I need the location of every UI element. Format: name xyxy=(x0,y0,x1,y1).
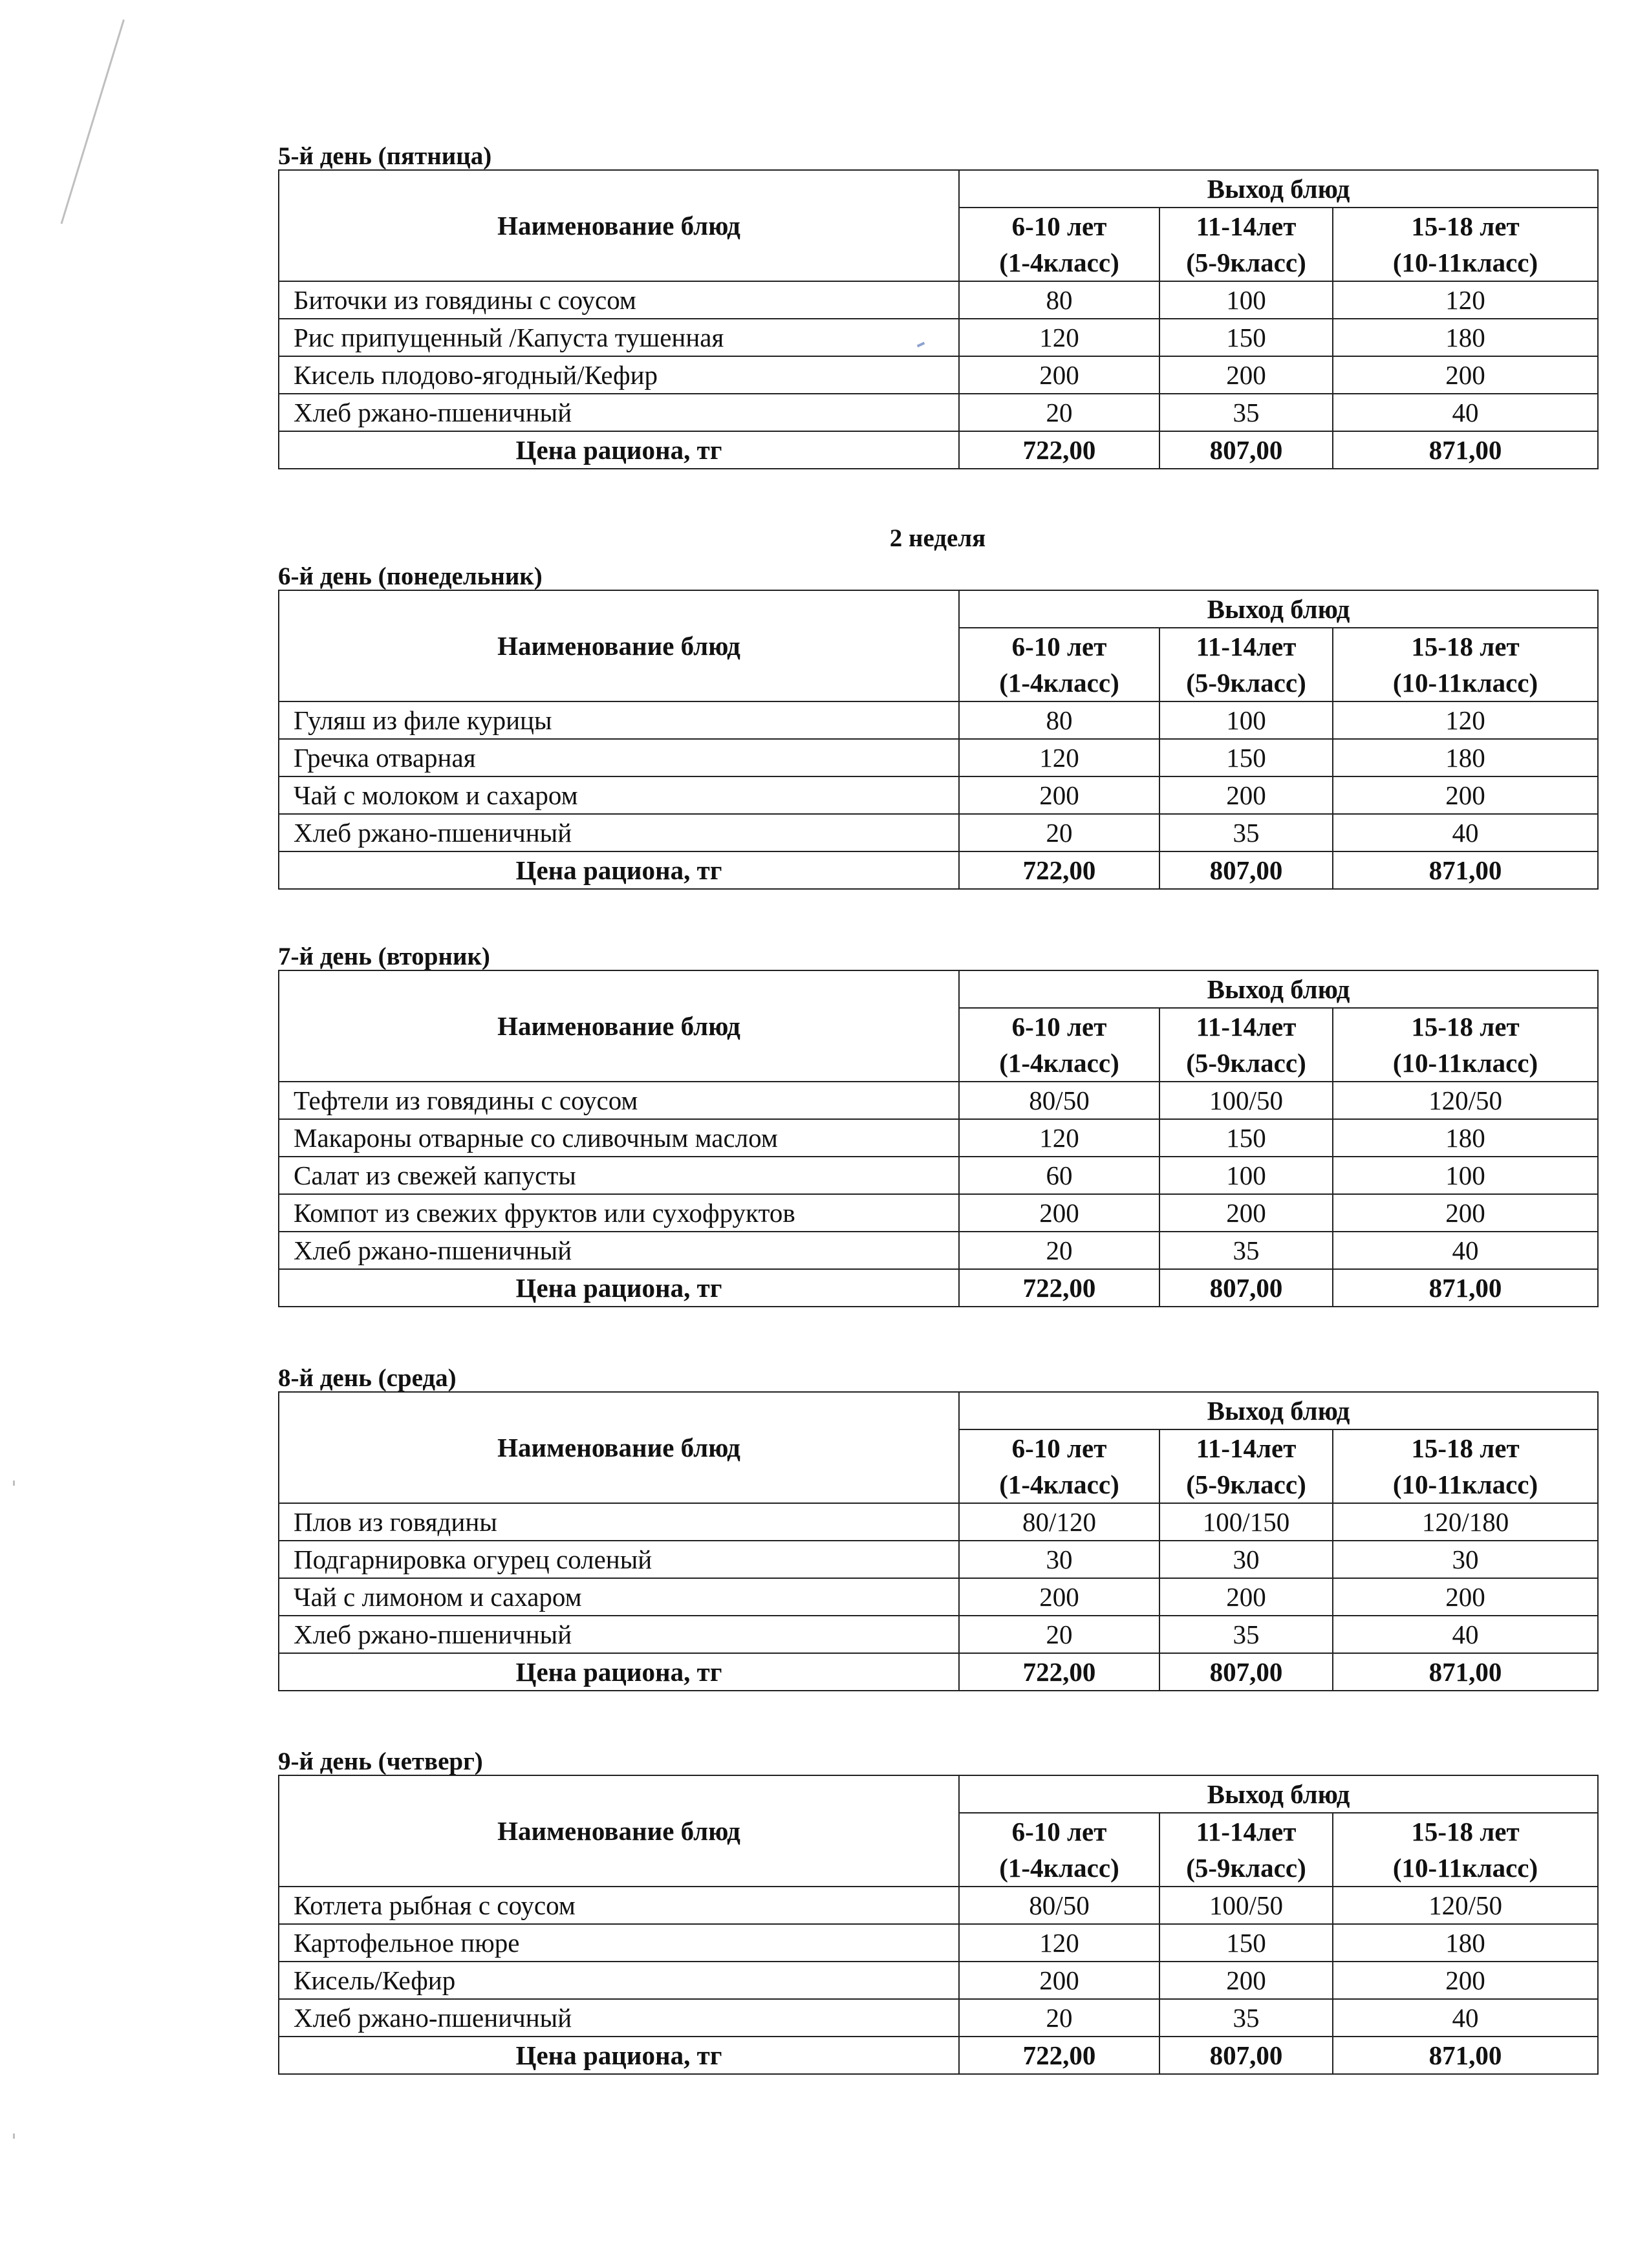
portion-value: 80 xyxy=(959,281,1159,319)
price-row xyxy=(279,1269,1598,1307)
output-header: Выход блюд xyxy=(959,590,1598,628)
table-row xyxy=(279,1541,1598,1578)
age-group-header: 15-18 лет (10-11класс) xyxy=(1333,208,1598,281)
table-row xyxy=(279,701,1598,739)
dish-name: Кисель/Кефир xyxy=(279,1962,959,1999)
table-row xyxy=(279,776,1598,814)
price-value: 871,00 xyxy=(1333,851,1598,889)
portion-value: 40 xyxy=(1333,394,1598,431)
table-row xyxy=(279,739,1598,776)
table-row xyxy=(279,1082,1598,1119)
dish-name: Хлеб ржано-пшеничный xyxy=(279,814,959,851)
portion-value: 200 xyxy=(1159,1962,1333,1999)
dish-name: Тефтели из говядины с соусом xyxy=(279,1082,959,1119)
portion-value: 40 xyxy=(1333,814,1598,851)
portion-value: 120/50 xyxy=(1333,1082,1598,1119)
portion-value: 100 xyxy=(1333,1157,1598,1194)
age-group-header: 6-10 лет (1-4класс) xyxy=(959,1008,1159,1082)
dish-name: Картофельное пюре xyxy=(279,1924,959,1962)
portion-value: 100/150 xyxy=(1159,1503,1333,1541)
portion-value: 180 xyxy=(1333,739,1598,776)
price-value: 871,00 xyxy=(1333,1653,1598,1691)
dish-name: Компот из свежих фруктов или сухофруктов xyxy=(279,1194,959,1232)
portion-value: 20 xyxy=(959,1999,1159,2037)
portion-value: 150 xyxy=(1159,1924,1333,1962)
portion-value: 200 xyxy=(1333,1578,1598,1616)
dish-name: Котлета рыбная с соусом xyxy=(279,1887,959,1924)
table-row xyxy=(279,1578,1598,1616)
portion-value: 100/50 xyxy=(1159,1082,1333,1119)
portion-value: 100/50 xyxy=(1159,1887,1333,1924)
price-value: 807,00 xyxy=(1159,431,1333,469)
dish-name-header: Наименование блюд xyxy=(279,170,959,281)
age-group-header: 15-18 лет (10-11класс) xyxy=(1333,1008,1598,1082)
day-heading: 7-й день (вторник) xyxy=(278,943,490,970)
table-row xyxy=(279,1194,1598,1232)
table-row xyxy=(279,814,1598,851)
output-header: Выход блюд xyxy=(959,170,1598,208)
portion-value: 100 xyxy=(1159,1157,1333,1194)
portion-value: 200 xyxy=(959,776,1159,814)
portion-value: 200 xyxy=(1333,1962,1598,1999)
portion-value: 40 xyxy=(1333,1999,1598,2037)
menu-table xyxy=(278,1391,1599,1691)
menu-table xyxy=(278,970,1599,1307)
dish-name: Салат из свежей капусты xyxy=(279,1157,959,1194)
price-row xyxy=(279,2037,1598,2074)
dish-name-header: Наименование блюд xyxy=(279,590,959,701)
price-value: 871,00 xyxy=(1333,1269,1598,1307)
portion-value: 150 xyxy=(1159,319,1333,356)
price-label: Цена рациона, тг xyxy=(279,2037,959,2074)
age-group-header: 15-18 лет (10-11класс) xyxy=(1333,1429,1598,1503)
age-group-header: 11-14лет (5-9класс) xyxy=(1159,628,1333,701)
portion-value: 20 xyxy=(959,394,1159,431)
age-group-header: 15-18 лет (10-11класс) xyxy=(1333,1813,1598,1887)
day-heading: 6-й день (понедельник) xyxy=(278,562,543,590)
price-value: 871,00 xyxy=(1333,2037,1598,2074)
portion-value: 200 xyxy=(1333,356,1598,394)
price-value: 807,00 xyxy=(1159,851,1333,889)
portion-value: 120/50 xyxy=(1333,1887,1598,1924)
dish-name-header: Наименование блюд xyxy=(279,1775,959,1887)
price-label: Цена рациона, тг xyxy=(279,851,959,889)
table-row xyxy=(279,1232,1598,1269)
portion-value: 20 xyxy=(959,1616,1159,1653)
dish-name: Кисель плодово-ягодный/Кефир xyxy=(279,356,959,394)
age-group-header: 11-14лет (5-9класс) xyxy=(1159,1008,1333,1082)
table-row xyxy=(279,394,1598,431)
table-row xyxy=(279,1503,1598,1541)
portion-value: 35 xyxy=(1159,1999,1333,2037)
menu-table xyxy=(278,590,1599,890)
portion-value: 150 xyxy=(1159,739,1333,776)
portion-value: 30 xyxy=(1333,1541,1598,1578)
menu-table xyxy=(278,169,1599,469)
portion-value: 35 xyxy=(1159,1232,1333,1269)
portion-value: 120/180 xyxy=(1333,1503,1598,1541)
dish-name: Хлеб ржано-пшеничный xyxy=(279,1616,959,1653)
table-row xyxy=(279,1157,1598,1194)
price-row xyxy=(279,851,1598,889)
table-row xyxy=(279,1924,1598,1962)
portion-value: 180 xyxy=(1333,319,1598,356)
portion-value: 80/120 xyxy=(959,1503,1159,1541)
price-value: 807,00 xyxy=(1159,1269,1333,1307)
age-group-header: 6-10 лет (1-4класс) xyxy=(959,628,1159,701)
portion-value: 120 xyxy=(959,319,1159,356)
portion-value: 200 xyxy=(959,1578,1159,1616)
price-label: Цена рациона, тг xyxy=(279,1653,959,1691)
price-row xyxy=(279,431,1598,469)
day-heading: 5-й день (пятница) xyxy=(278,142,492,170)
table-row xyxy=(279,1616,1598,1653)
portion-value: 120 xyxy=(959,1924,1159,1962)
portion-value: 120 xyxy=(1333,701,1598,739)
portion-value: 200 xyxy=(1333,776,1598,814)
price-label: Цена рациона, тг xyxy=(279,1269,959,1307)
portion-value: 20 xyxy=(959,814,1159,851)
portion-value: 80 xyxy=(959,701,1159,739)
portion-value: 100 xyxy=(1159,281,1333,319)
dish-name: Хлеб ржано-пшеничный xyxy=(279,1999,959,2037)
output-header: Выход блюд xyxy=(959,970,1598,1008)
table-row xyxy=(279,1887,1598,1924)
portion-value: 120 xyxy=(959,1119,1159,1157)
portion-value: 200 xyxy=(1333,1194,1598,1232)
portion-value: 200 xyxy=(1159,356,1333,394)
day-heading: 8-й день (среда) xyxy=(278,1364,457,1392)
price-row xyxy=(279,1653,1598,1691)
portion-value: 80/50 xyxy=(959,1082,1159,1119)
price-value: 871,00 xyxy=(1333,431,1598,469)
menu-table xyxy=(278,1775,1599,2075)
portion-value: 200 xyxy=(959,356,1159,394)
portion-value: 120 xyxy=(959,739,1159,776)
price-value: 722,00 xyxy=(959,431,1159,469)
output-header: Выход блюд xyxy=(959,1775,1598,1813)
age-group-header: 11-14лет (5-9класс) xyxy=(1159,208,1333,281)
scan-artifact-dot xyxy=(13,2134,15,2139)
dish-name: Рис припущенный /Капуста тушенная xyxy=(279,319,959,356)
dish-name: Подгарнировка огурец соленый xyxy=(279,1541,959,1578)
portion-value: 35 xyxy=(1159,814,1333,851)
price-value: 807,00 xyxy=(1159,1653,1333,1691)
portion-value: 20 xyxy=(959,1232,1159,1269)
portion-value: 120 xyxy=(1333,281,1598,319)
dish-name-header: Наименование блюд xyxy=(279,1392,959,1503)
dish-name: Плов из говядины xyxy=(279,1503,959,1541)
portion-value: 40 xyxy=(1333,1616,1598,1653)
price-value: 807,00 xyxy=(1159,2037,1333,2074)
age-group-header: 6-10 лет (1-4класс) xyxy=(959,1813,1159,1887)
portion-value: 200 xyxy=(959,1962,1159,1999)
portion-value: 60 xyxy=(959,1157,1159,1194)
week-heading: 2 неделя xyxy=(889,524,986,552)
portion-value: 200 xyxy=(959,1194,1159,1232)
portion-value: 30 xyxy=(1159,1541,1333,1578)
price-value: 722,00 xyxy=(959,1653,1159,1691)
age-group-header: 11-14лет (5-9класс) xyxy=(1159,1429,1333,1503)
portion-value: 100 xyxy=(1159,701,1333,739)
table-row xyxy=(279,1962,1598,1999)
dish-name: Гуляш из филе курицы xyxy=(279,701,959,739)
dish-name-header: Наименование блюд xyxy=(279,970,959,1082)
dish-name: Хлеб ржано-пшеничный xyxy=(279,394,959,431)
price-value: 722,00 xyxy=(959,1269,1159,1307)
age-group-header: 6-10 лет (1-4класс) xyxy=(959,1429,1159,1503)
portion-value: 30 xyxy=(959,1541,1159,1578)
dish-name: Чай с лимоном и сахаром xyxy=(279,1578,959,1616)
portion-value: 180 xyxy=(1333,1119,1598,1157)
portion-value: 200 xyxy=(1159,776,1333,814)
dish-name: Биточки из говядины с соусом xyxy=(279,281,959,319)
table-row xyxy=(279,281,1598,319)
dish-name: Чай с молоком и сахаром xyxy=(279,776,959,814)
age-group-header: 11-14лет (5-9класс) xyxy=(1159,1813,1333,1887)
dish-name: Хлеб ржано-пшеничный xyxy=(279,1232,959,1269)
price-value: 722,00 xyxy=(959,851,1159,889)
age-group-header: 6-10 лет (1-4класс) xyxy=(959,208,1159,281)
portion-value: 35 xyxy=(1159,1616,1333,1653)
scan-artifact-dot xyxy=(13,1481,15,1486)
table-row xyxy=(279,319,1598,356)
dish-name: Макароны отварные со сливочным маслом xyxy=(279,1119,959,1157)
table-row xyxy=(279,1119,1598,1157)
dish-name: Гречка отварная xyxy=(279,739,959,776)
table-row xyxy=(279,356,1598,394)
scan-artifact-line xyxy=(61,19,125,224)
portion-value: 150 xyxy=(1159,1119,1333,1157)
portion-value: 180 xyxy=(1333,1924,1598,1962)
output-header: Выход блюд xyxy=(959,1392,1598,1429)
portion-value: 80/50 xyxy=(959,1887,1159,1924)
day-heading: 9-й день (четверг) xyxy=(278,1748,483,1775)
age-group-header: 15-18 лет (10-11класс) xyxy=(1333,628,1598,701)
price-label: Цена рациона, тг xyxy=(279,431,959,469)
portion-value: 35 xyxy=(1159,394,1333,431)
price-value: 722,00 xyxy=(959,2037,1159,2074)
portion-value: 40 xyxy=(1333,1232,1598,1269)
portion-value: 200 xyxy=(1159,1194,1333,1232)
table-row xyxy=(279,1999,1598,2037)
portion-value: 200 xyxy=(1159,1578,1333,1616)
